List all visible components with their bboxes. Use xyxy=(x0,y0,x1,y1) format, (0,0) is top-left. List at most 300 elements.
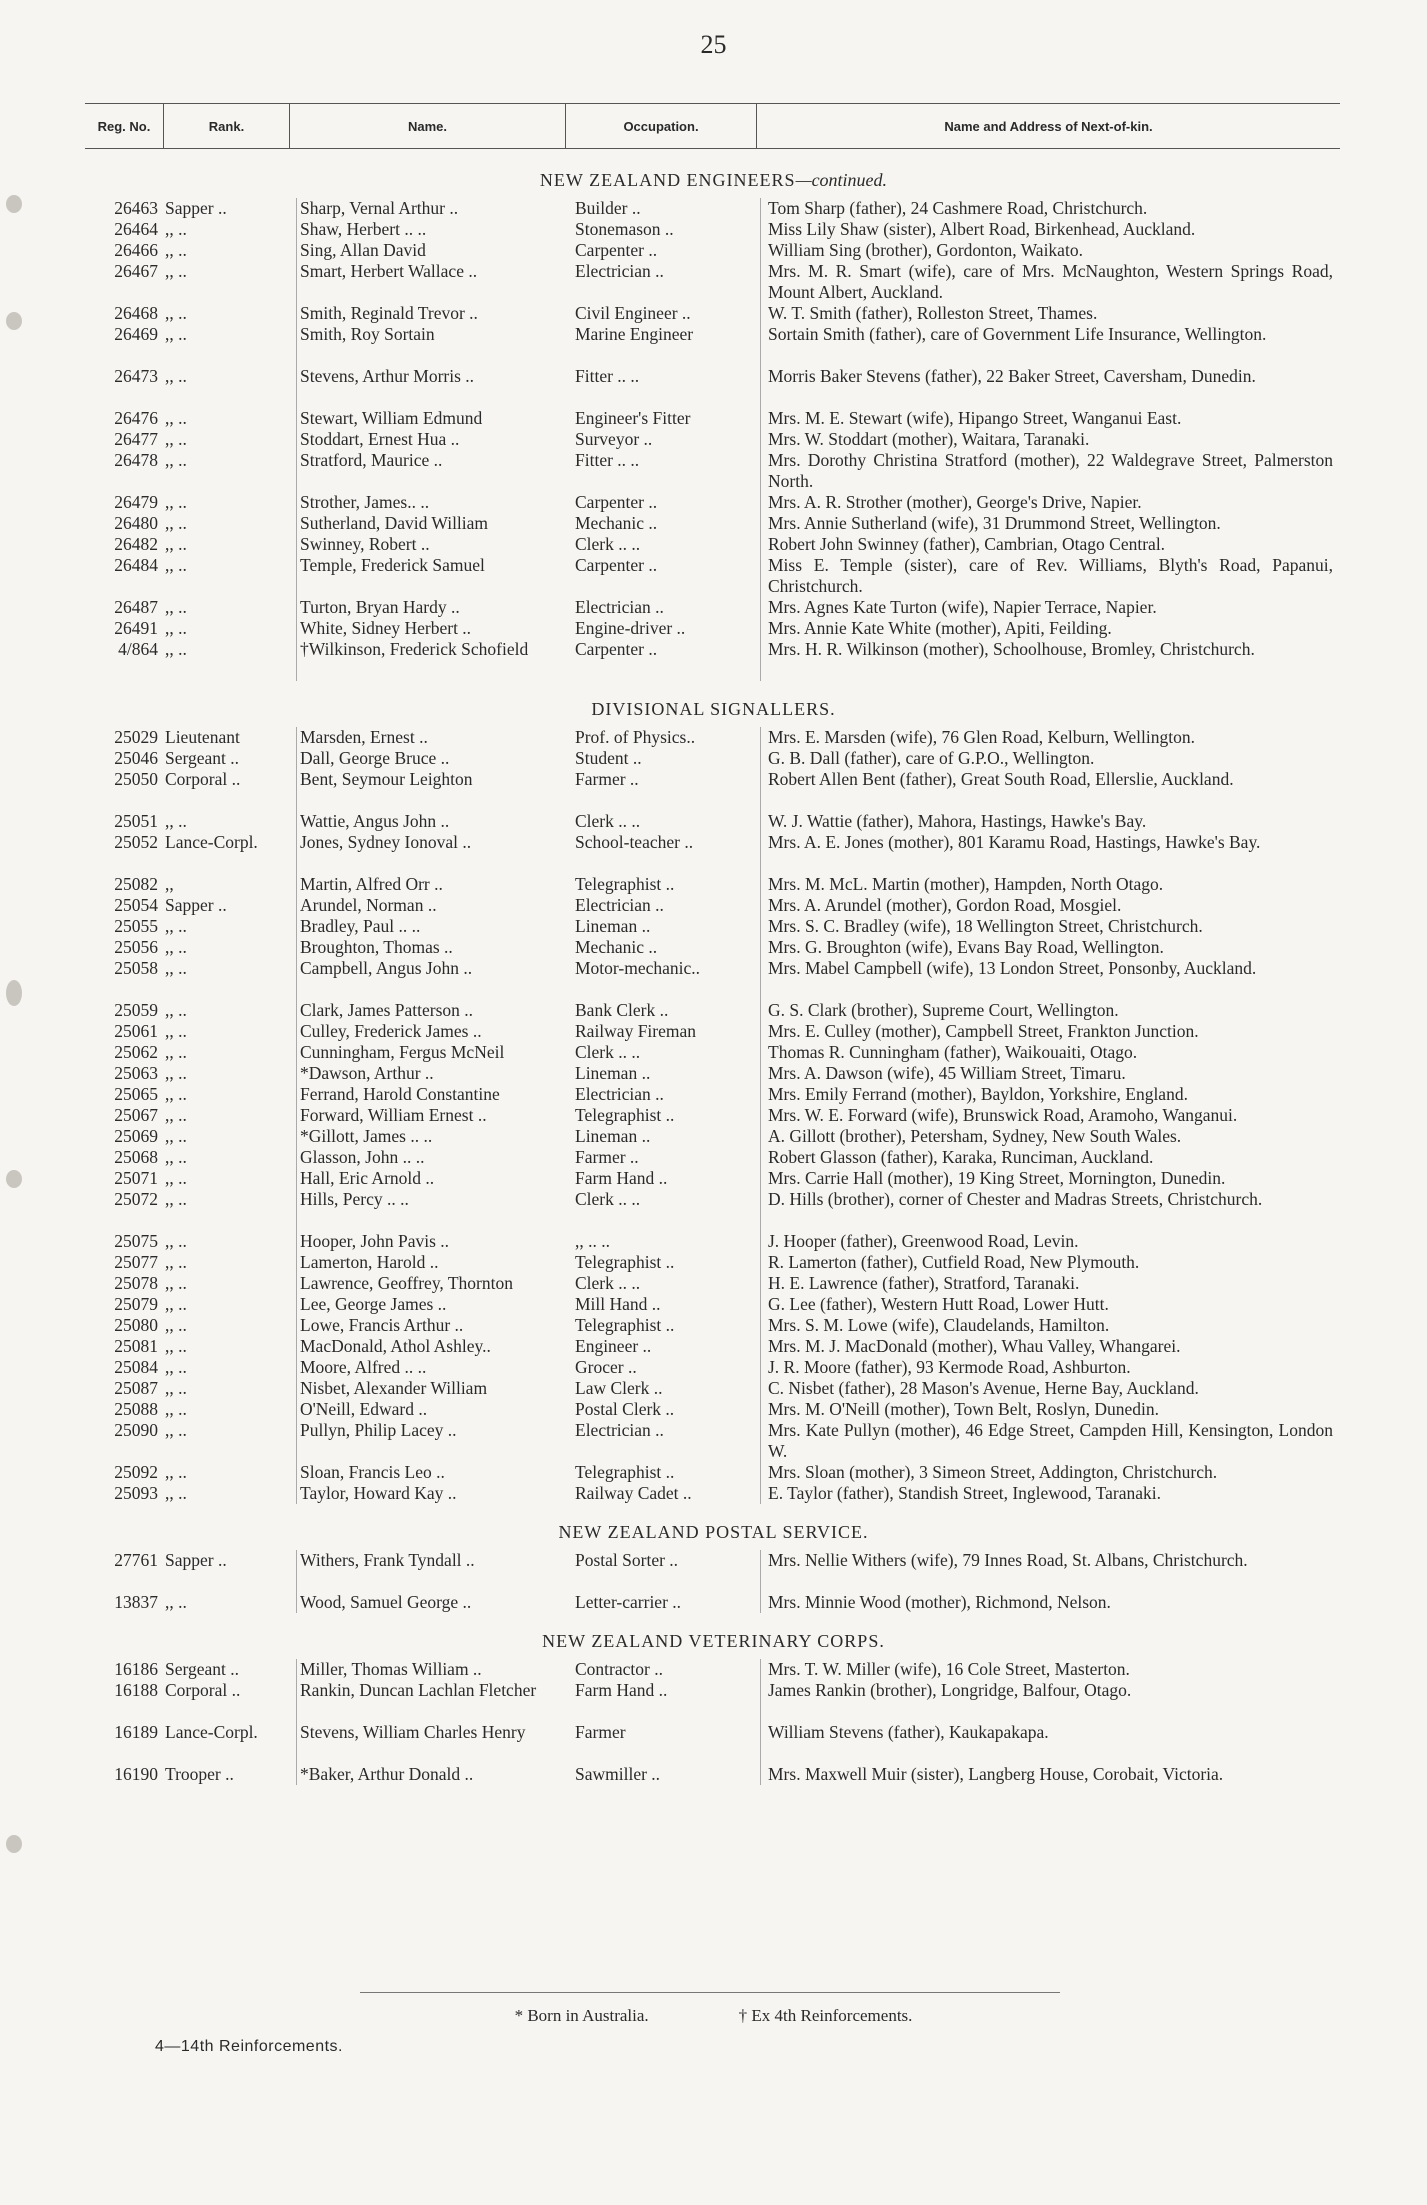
soldier-name: Wood, Samuel George .. xyxy=(300,1592,472,1612)
rank: ,, .. xyxy=(165,1462,187,1482)
next-of-kin: A. Gillott (brother), Petersham, Sydney, New South Wales. xyxy=(768,1126,1182,1146)
table-row xyxy=(0,895,1427,916)
roll-table xyxy=(0,170,1427,1785)
soldier-name: Forward, William Ernest .. xyxy=(300,1105,487,1125)
header-name: Name. xyxy=(290,104,566,148)
reg-number: 13837 xyxy=(114,1592,158,1612)
next-of-kin: Mrs. Carrie Hall (mother), 19 King Street, Mornington, Dunedin. xyxy=(768,1168,1226,1188)
occupation: Farmer .. xyxy=(575,1147,639,1167)
column-divider xyxy=(296,429,297,450)
rank: ,, .. xyxy=(165,1592,187,1612)
occupation: Engine-driver .. xyxy=(575,618,686,638)
column-divider xyxy=(296,1680,297,1722)
column-divider xyxy=(760,748,761,769)
occupation: Contractor .. xyxy=(575,1659,663,1679)
occupation: Farmer .. xyxy=(575,769,639,789)
reg-number: 25078 xyxy=(114,1273,158,1293)
section-title: NEW ZEALAND ENGINEERS xyxy=(539,170,796,190)
next-of-kin: Mrs. Mabel Campbell (wife), 13 London Street, Ponsonby, Auckland. xyxy=(768,958,1257,978)
next-of-kin: Mrs. W. E. Forward (wife), Brunswick Road, Aramoho, Wanganui. xyxy=(768,1105,1238,1125)
rank: ,, .. xyxy=(165,513,187,533)
reg-number: 25052 xyxy=(114,832,158,852)
reg-number: 25062 xyxy=(114,1042,158,1062)
reg-number: 25084 xyxy=(114,1357,158,1377)
rank: ,, .. xyxy=(165,1105,187,1125)
occupation: Farm Hand .. xyxy=(575,1168,668,1188)
next-of-kin: Mrs. Maxwell Muir (sister), Langberg House, Corobait, Victoria. xyxy=(768,1764,1224,1784)
next-of-kin: Thomas R. Cunningham (father), Waikouaiti, Otago. xyxy=(768,1042,1138,1062)
footnote-born-in-australia: * Born in Australia. xyxy=(514,2006,649,2025)
column-divider xyxy=(296,1252,297,1273)
soldier-name: Lamerton, Harold .. xyxy=(300,1252,439,1272)
rank: ,, .. xyxy=(165,1168,187,1188)
soldier-name: Pullyn, Philip Lacey .. xyxy=(300,1420,457,1440)
column-divider xyxy=(760,1420,761,1462)
table-row xyxy=(0,1336,1427,1357)
next-of-kin: Mrs. M. J. MacDonald (mother), Whau Valley, Whangarei. xyxy=(768,1336,1181,1356)
column-divider xyxy=(296,198,297,219)
table-row xyxy=(0,1147,1427,1168)
column-divider xyxy=(760,811,761,832)
reg-number: 26463 xyxy=(114,198,158,218)
occupation: Electrician .. xyxy=(575,597,664,617)
soldier-name: Ferrand, Harold Constantine xyxy=(300,1084,500,1104)
reg-number: 26469 xyxy=(114,324,158,344)
next-of-kin: Mrs. S. M. Lowe (wife), Claudelands, Hamilton. xyxy=(768,1315,1110,1335)
reg-number: 25067 xyxy=(114,1105,158,1125)
occupation: Carpenter .. xyxy=(575,240,658,260)
column-divider xyxy=(296,1294,297,1315)
rank: ,, .. xyxy=(165,303,187,323)
next-of-kin: Mrs. Agnes Kate Turton (wife), Napier Terrace, Napier. xyxy=(768,597,1157,617)
occupation: Letter-carrier .. xyxy=(575,1592,682,1612)
reg-number: 25071 xyxy=(114,1168,158,1188)
rank: ,, .. xyxy=(165,219,187,239)
rank: ,, .. xyxy=(165,1399,187,1419)
reg-number: 25068 xyxy=(114,1147,158,1167)
column-divider xyxy=(760,1189,761,1231)
column-divider xyxy=(760,1462,761,1483)
column-divider xyxy=(296,958,297,1000)
rank: Trooper .. xyxy=(165,1764,234,1784)
table-row xyxy=(0,555,1427,597)
soldier-name: Bent, Seymour Leighton xyxy=(300,769,473,789)
occupation: Lineman .. xyxy=(575,916,651,936)
reg-number: 26466 xyxy=(114,240,158,260)
table-row xyxy=(0,1084,1427,1105)
soldier-name: Glasson, John .. .. xyxy=(300,1147,425,1167)
table-row xyxy=(0,1462,1427,1483)
next-of-kin: Morris Baker Stevens (father), 22 Baker Street, Caversham, Dunedin. xyxy=(768,366,1256,386)
soldier-name: MacDonald, Athol Ashley.. xyxy=(300,1336,491,1356)
table-row xyxy=(0,597,1427,618)
soldier-name: Stewart, William Edmund xyxy=(300,408,483,428)
column-divider xyxy=(760,1336,761,1357)
rank: ,, .. xyxy=(165,492,187,512)
table-row xyxy=(0,1189,1427,1231)
column-divider xyxy=(296,727,297,748)
table-row xyxy=(0,1168,1427,1189)
soldier-name: Hills, Percy .. .. xyxy=(300,1189,409,1209)
reg-number: 25087 xyxy=(114,1378,158,1398)
table-row xyxy=(0,450,1427,492)
occupation: Lineman .. xyxy=(575,1063,651,1083)
next-of-kin: E. Taylor (father), Standish Street, Inglewood, Taranaki. xyxy=(768,1483,1161,1503)
table-row xyxy=(0,1722,1427,1764)
column-divider xyxy=(760,832,761,874)
column-divider xyxy=(760,1294,761,1315)
column-divider xyxy=(760,769,761,811)
soldier-name: Marsden, Ernest .. xyxy=(300,727,428,747)
occupation: Civil Engineer .. xyxy=(575,303,691,323)
table-row xyxy=(0,639,1427,681)
soldier-name: Sing, Allan David xyxy=(300,240,426,260)
soldier-name: Taylor, Howard Kay .. xyxy=(300,1483,457,1503)
occupation: Clerk .. .. xyxy=(575,1042,641,1062)
next-of-kin: Mrs. A. Dawson (wife), 45 William Street, Timaru. xyxy=(768,1063,1126,1083)
column-divider xyxy=(760,916,761,937)
reg-number: 25079 xyxy=(114,1294,158,1314)
next-of-kin: Mrs. E. Culley (mother), Campbell Street, Frankton Junction. xyxy=(768,1021,1199,1041)
occupation: ,, .. .. xyxy=(575,1231,610,1251)
table-row xyxy=(0,1357,1427,1378)
table-row xyxy=(0,492,1427,513)
soldier-name: Martin, Alfred Orr .. xyxy=(300,874,443,894)
column-divider xyxy=(760,1231,761,1252)
rank: ,, .. xyxy=(165,408,187,428)
occupation: Electrician .. xyxy=(575,1420,664,1440)
reg-number: 25061 xyxy=(114,1021,158,1041)
next-of-kin: Mrs. Emily Ferrand (mother), Bayldon, Yorkshire, England. xyxy=(768,1084,1188,1104)
table-row xyxy=(0,1420,1427,1462)
header-occupation: Occupation. xyxy=(566,104,757,148)
next-of-kin: H. E. Lawrence (father), Stratford, Taranaki. xyxy=(768,1273,1080,1293)
occupation: Farmer xyxy=(575,1722,626,1742)
reg-number: 26464 xyxy=(114,219,158,239)
soldier-name: Lee, George James .. xyxy=(300,1294,447,1314)
column-divider xyxy=(296,1722,297,1764)
occupation: Mechanic .. xyxy=(575,513,658,533)
table-row xyxy=(0,1483,1427,1504)
column-divider xyxy=(296,513,297,534)
occupation: Carpenter .. xyxy=(575,555,658,575)
soldier-name: *Baker, Arthur Donald .. xyxy=(300,1764,474,1784)
column-divider xyxy=(296,1063,297,1084)
rank: ,, .. xyxy=(165,240,187,260)
column-divider xyxy=(296,1273,297,1294)
reg-number: 16189 xyxy=(114,1722,158,1742)
occupation: Engineer .. xyxy=(575,1336,652,1356)
rank: Lance-Corpl. xyxy=(165,832,258,852)
soldier-name: Hooper, John Pavis .. xyxy=(300,1231,450,1251)
column-divider xyxy=(760,366,761,408)
reg-number: 25059 xyxy=(114,1000,158,1020)
column-divider xyxy=(296,219,297,240)
rank: ,, .. xyxy=(165,261,187,281)
soldier-name: Sloan, Francis Leo .. xyxy=(300,1462,445,1482)
rank: ,, .. xyxy=(165,1378,187,1398)
reg-number: 26473 xyxy=(114,366,158,386)
column-divider xyxy=(760,219,761,240)
soldier-name: Smith, Reginald Trevor .. xyxy=(300,303,478,323)
next-of-kin: Mrs. M. O'Neill (mother), Town Belt, Roslyn, Dunedin. xyxy=(768,1399,1159,1419)
column-divider xyxy=(296,492,297,513)
soldier-name: Stratford, Maurice .. xyxy=(300,450,443,470)
soldier-name: Campbell, Angus John .. xyxy=(300,958,473,978)
reg-number: 26487 xyxy=(114,597,158,617)
occupation: Law Clerk .. xyxy=(575,1378,663,1398)
column-divider xyxy=(296,1378,297,1399)
soldier-name: Sharp, Vernal Arthur .. xyxy=(300,198,459,218)
table-row xyxy=(0,748,1427,769)
section-heading xyxy=(0,1631,1427,1659)
table-row xyxy=(0,219,1427,240)
rank: ,, .. xyxy=(165,937,187,957)
column-divider xyxy=(296,1764,297,1785)
section-continued: —continued. xyxy=(795,170,888,190)
reg-number: 25081 xyxy=(114,1336,158,1356)
soldier-name: Stoddart, Ernest Hua .. xyxy=(300,429,460,449)
column-divider xyxy=(296,1042,297,1063)
reg-number: 25046 xyxy=(114,748,158,768)
occupation: Fitter .. .. xyxy=(575,450,640,470)
reg-number: 26491 xyxy=(114,618,158,638)
reg-number: 25029 xyxy=(114,727,158,747)
reg-number: 25050 xyxy=(114,769,158,789)
rank: ,, .. xyxy=(165,1483,187,1503)
table-row xyxy=(0,366,1427,408)
reg-number: 25093 xyxy=(114,1483,158,1503)
occupation: Farm Hand .. xyxy=(575,1680,668,1700)
occupation: Student .. xyxy=(575,748,642,768)
next-of-kin: W. T. Smith (father), Rolleston Street, Thames. xyxy=(768,303,1098,323)
column-divider xyxy=(296,1084,297,1105)
margin-blot xyxy=(6,195,22,213)
reg-number: 26479 xyxy=(114,492,158,512)
rank: ,, .. xyxy=(165,1042,187,1062)
table-row xyxy=(0,1126,1427,1147)
column-divider xyxy=(296,832,297,874)
occupation: Grocer .. xyxy=(575,1357,637,1377)
column-divider xyxy=(296,748,297,769)
occupation: Telegraphist .. xyxy=(575,1252,675,1272)
occupation: Builder .. xyxy=(575,198,641,218)
occupation: Carpenter .. xyxy=(575,492,658,512)
table-row xyxy=(0,1021,1427,1042)
next-of-kin: Miss Lily Shaw (sister), Albert Road, Birkenhead, Auckland. xyxy=(768,219,1196,239)
next-of-kin: Mrs. Sloan (mother), 3 Simeon Street, Addington, Christchurch. xyxy=(768,1462,1218,1482)
column-divider xyxy=(760,1483,761,1504)
table-row xyxy=(0,618,1427,639)
next-of-kin: James Rankin (brother), Longridge, Balfour, Otago. xyxy=(768,1680,1132,1700)
occupation: Engineer's Fitter xyxy=(575,408,691,428)
reg-number: 26482 xyxy=(114,534,158,554)
column-divider xyxy=(760,727,761,748)
table-row xyxy=(0,1399,1427,1420)
soldier-name: Smart, Herbert Wallace .. xyxy=(300,261,478,281)
column-divider xyxy=(296,261,297,303)
table-row xyxy=(0,534,1427,555)
next-of-kin: Mrs. A. E. Jones (mother), 801 Karamu Road, Hastings, Hawke's Bay. xyxy=(768,832,1261,852)
next-of-kin: Robert Glasson (father), Karaka, Runciman, Auckland. xyxy=(768,1147,1154,1167)
soldier-name: Dall, George Bruce .. xyxy=(300,748,450,768)
rank: ,, .. xyxy=(165,555,187,575)
table-row xyxy=(0,429,1427,450)
column-divider xyxy=(760,1000,761,1021)
soldier-name: Arundel, Norman .. xyxy=(300,895,437,915)
next-of-kin: J. Hooper (father), Greenwood Road, Levin. xyxy=(768,1231,1079,1251)
rank: ,, .. xyxy=(165,1021,187,1041)
column-divider xyxy=(296,597,297,618)
rank: Lieutenant xyxy=(165,727,240,747)
next-of-kin: D. Hills (brother), corner of Chester and Madras Streets, Christchurch. xyxy=(768,1189,1263,1209)
table-row xyxy=(0,1550,1427,1592)
column-divider xyxy=(760,303,761,324)
next-of-kin: J. R. Moore (father), 93 Kermode Road, Ashburton. xyxy=(768,1357,1131,1377)
column-divider xyxy=(760,1021,761,1042)
table-row xyxy=(0,513,1427,534)
occupation: Postal Sorter .. xyxy=(575,1550,679,1570)
soldier-name: Lawrence, Geoffrey, Thornton xyxy=(300,1273,513,1293)
rank: Corporal .. xyxy=(165,769,241,789)
column-divider xyxy=(760,534,761,555)
column-divider xyxy=(760,1063,761,1084)
next-of-kin: William Stevens (father), Kaukapakapa. xyxy=(768,1722,1049,1742)
column-divider xyxy=(760,513,761,534)
table-row xyxy=(0,1000,1427,1021)
section-title: NEW ZEALAND POSTAL SERVICE. xyxy=(558,1522,869,1542)
reg-number: 25069 xyxy=(114,1126,158,1146)
rank: ,, xyxy=(165,874,174,894)
column-divider xyxy=(296,895,297,916)
next-of-kin: W. J. Wattie (father), Mahora, Hastings, Hawke's Bay. xyxy=(768,811,1147,831)
rank: ,, .. xyxy=(165,958,187,978)
occupation: Carpenter .. xyxy=(575,639,658,659)
occupation: Electrician .. xyxy=(575,895,664,915)
column-divider xyxy=(760,937,761,958)
next-of-kin: Robert Allen Bent (father), Great South Road, Ellerslie, Auckland. xyxy=(768,769,1234,789)
column-divider xyxy=(760,1168,761,1189)
column-divider xyxy=(760,1084,761,1105)
occupation: Clerk .. .. xyxy=(575,811,641,831)
column-divider xyxy=(296,555,297,597)
table-row xyxy=(0,1315,1427,1336)
table-row xyxy=(0,769,1427,811)
column-divider xyxy=(296,408,297,429)
column-divider xyxy=(296,1420,297,1462)
rank: Sapper .. xyxy=(165,198,227,218)
reg-number: 25072 xyxy=(114,1189,158,1209)
section-heading xyxy=(0,1522,1427,1550)
reg-number: 25090 xyxy=(114,1420,158,1440)
next-of-kin: William Sing (brother), Gordonton, Waikato. xyxy=(768,240,1083,260)
reg-number: 16188 xyxy=(114,1680,158,1700)
table-row xyxy=(0,1378,1427,1399)
soldier-name: Temple, Frederick Samuel xyxy=(300,555,485,575)
rank: ,, .. xyxy=(165,1147,187,1167)
soldier-name: Moore, Alfred .. .. xyxy=(300,1357,427,1377)
rank: ,, .. xyxy=(165,1252,187,1272)
table-row xyxy=(0,261,1427,303)
reg-number: 25051 xyxy=(114,811,158,831)
next-of-kin: Mrs. A. Arundel (mother), Gordon Road, Mosgiel. xyxy=(768,895,1122,915)
reg-number: 16186 xyxy=(114,1659,158,1679)
column-divider xyxy=(760,1764,761,1785)
next-of-kin: R. Lamerton (father), Cutfield Road, New Plymouth. xyxy=(768,1252,1140,1272)
header-bottom-rule xyxy=(85,148,1340,149)
next-of-kin: Mrs. Annie Kate White (mother), Apiti, Feilding. xyxy=(768,618,1112,638)
table-row xyxy=(0,958,1427,1000)
reg-number: 25058 xyxy=(114,958,158,978)
occupation: Mechanic .. xyxy=(575,937,658,957)
rank: ,, .. xyxy=(165,1084,187,1104)
column-divider xyxy=(760,1378,761,1399)
next-of-kin: Mrs. Annie Sutherland (wife), 31 Drummond Street, Wellington. xyxy=(768,513,1221,533)
column-divider xyxy=(760,1399,761,1420)
column-divider xyxy=(296,1168,297,1189)
column-divider xyxy=(760,618,761,639)
column-divider xyxy=(296,618,297,639)
column-divider xyxy=(296,1336,297,1357)
soldier-name: Stevens, Arthur Morris .. xyxy=(300,366,475,386)
occupation: Railway Fireman xyxy=(575,1021,697,1041)
occupation: Telegraphist .. xyxy=(575,1315,675,1335)
reg-number: 27761 xyxy=(114,1550,158,1570)
header-rank: Rank. xyxy=(164,104,290,148)
section-heading xyxy=(0,170,1427,198)
table-row xyxy=(0,303,1427,324)
footnotes xyxy=(0,2006,1427,2026)
column-divider xyxy=(760,261,761,303)
rank: Lance-Corpl. xyxy=(165,1722,258,1742)
soldier-name: Swinney, Robert .. xyxy=(300,534,430,554)
soldier-name: O'Neill, Edward .. xyxy=(300,1399,428,1419)
margin-blot xyxy=(6,312,22,330)
column-divider xyxy=(760,958,761,1000)
reinforcement-mark: 4—14th Reinforcements. xyxy=(155,2038,343,2055)
table-row xyxy=(0,1105,1427,1126)
column-divider xyxy=(296,534,297,555)
column-divider xyxy=(760,1592,761,1613)
next-of-kin: Mrs. W. Stoddart (mother), Waitara, Taranaki. xyxy=(768,429,1090,449)
next-of-kin: C. Nisbet (father), 28 Mason's Avenue, Herne Bay, Auckland. xyxy=(768,1378,1199,1398)
column-divider xyxy=(760,639,761,681)
soldier-name: †Wilkinson, Frederick Schofield xyxy=(300,639,529,659)
next-of-kin: Mrs. M. E. Stewart (wife), Hipango Street, Wanganui East. xyxy=(768,408,1182,428)
occupation: Electrician .. xyxy=(575,1084,664,1104)
reg-number: 25056 xyxy=(114,937,158,957)
soldier-name: *Dawson, Arthur .. xyxy=(300,1063,434,1083)
rank: Sergeant .. xyxy=(165,748,240,768)
rank: ,, .. xyxy=(165,1315,187,1335)
soldier-name: Strother, James.. .. xyxy=(300,492,430,512)
table-row xyxy=(0,832,1427,874)
section-title: NEW ZEALAND VETERINARY CORPS. xyxy=(542,1631,885,1651)
table-row xyxy=(0,408,1427,429)
table-row xyxy=(0,916,1427,937)
column-divider xyxy=(296,303,297,324)
column-divider xyxy=(760,895,761,916)
column-divider xyxy=(296,916,297,937)
page-number: 25 xyxy=(700,30,727,59)
column-divider xyxy=(296,1483,297,1504)
column-divider xyxy=(296,874,297,895)
soldier-name: Turton, Bryan Hardy .. xyxy=(300,597,460,617)
table-row xyxy=(0,1294,1427,1315)
reg-number: 4/864 xyxy=(118,639,158,659)
table-row xyxy=(0,198,1427,219)
column-divider xyxy=(760,1550,761,1592)
